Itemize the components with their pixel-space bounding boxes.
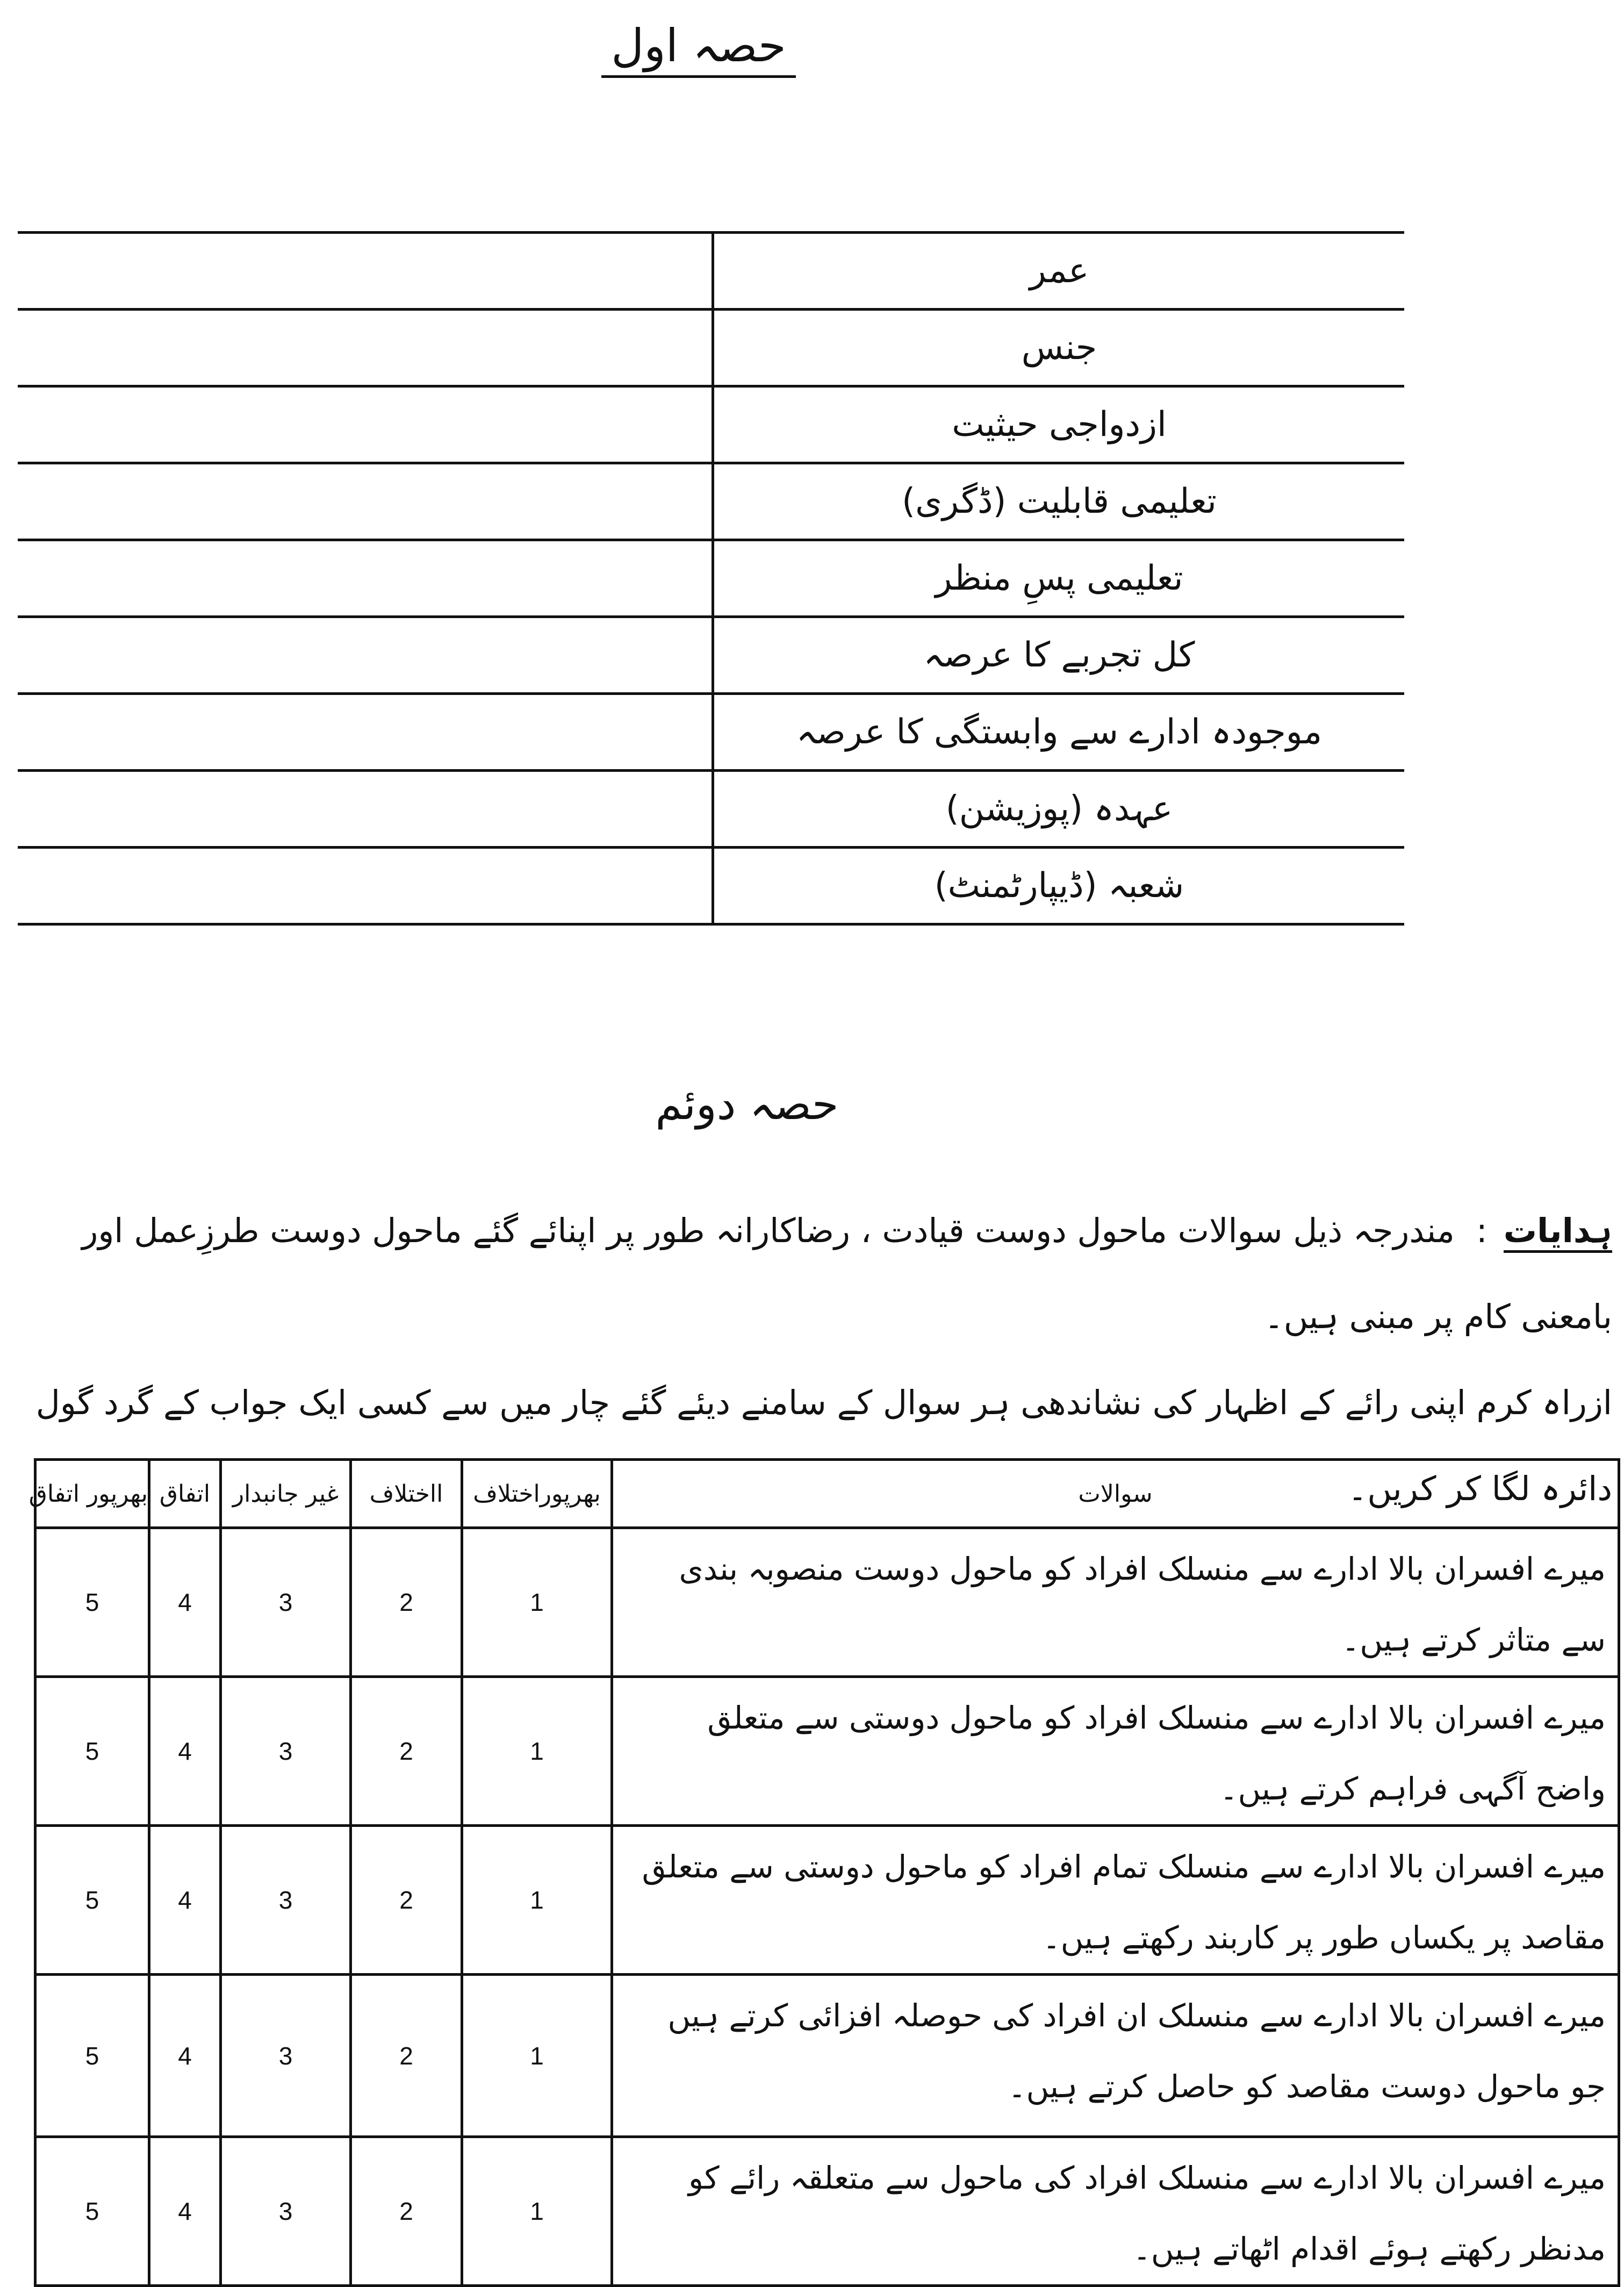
score-2-option[interactable]: 2	[351, 1677, 462, 1826]
score-3-option[interactable]: 3	[221, 2137, 351, 2286]
current-tenure-value[interactable]	[18, 694, 713, 771]
qualification-label: تعلیمی قابلیت (ڈگری)	[713, 463, 1405, 540]
score-5-option[interactable]: 5	[35, 1826, 149, 1975]
score-5-option[interactable]: 5	[35, 1677, 149, 1826]
gender-label: جنس	[713, 310, 1405, 386]
header-strongly-agree: بھرپور اتفاق	[35, 1460, 149, 1528]
marital-status-label: ازدواجی حیثیت	[713, 386, 1405, 463]
questionnaire-header-row	[35, 1460, 1619, 1528]
score-3-option[interactable]: 3	[221, 1975, 351, 2137]
score-5-option[interactable]: 5	[35, 1975, 149, 2137]
demographics-table	[18, 231, 1404, 926]
score-2-option[interactable]: 2	[351, 2137, 462, 2286]
header-neutral: غیر جانبدار	[221, 1460, 351, 1528]
instructions-colon: :	[1476, 1211, 1488, 1250]
table-row	[35, 1975, 1619, 2137]
demographic-row-marital-status	[18, 386, 1404, 463]
demographic-row-education-background	[18, 540, 1404, 617]
score-1-option[interactable]: 1	[462, 2137, 612, 2286]
position-value[interactable]	[18, 771, 713, 848]
score-4-option[interactable]: 4	[149, 1677, 221, 1826]
score-1-option[interactable]: 1	[462, 1677, 612, 1826]
score-1-option[interactable]: 1	[462, 1826, 612, 1975]
header-strongly-disagree: بھرپوراختلاف	[462, 1460, 612, 1528]
department-label: شعبہ (ڈیپارٹمنٹ)	[713, 848, 1405, 924]
demographic-row-current-tenure	[18, 694, 1404, 771]
gender-value[interactable]	[18, 310, 713, 386]
score-5-option[interactable]: 5	[35, 2137, 149, 2286]
score-3-option[interactable]: 3	[221, 1826, 351, 1975]
instructions-text-1: مندرجہ ذیل سوالات ماحول دوست قیادت ، رضاکارانہ طور پر اپنائے گئے ماحول دوست طرزِعمل اور بامعنی کام پر مبنی ہیں۔	[82, 1211, 1612, 1336]
education-background-label: تعلیمی پسِ منظر	[713, 540, 1405, 617]
score-4-option[interactable]: 4	[149, 2137, 221, 2286]
demographic-row-position	[18, 771, 1404, 848]
instructions-heading: ہدایات	[1504, 1211, 1612, 1253]
header-disagree: ااختلاف	[351, 1460, 462, 1528]
question-text: میرے افسران بالا ادارے سے منسلک افراد کو ماحول دوستی سے متعلق واضح آگہی فراہم کرتے ہیں۔	[612, 1677, 1619, 1826]
question-text: میرے افسران بالا ادارے سے منسلک تمام افراد کو ماحول دوستی سے متعلق مقاصد پر یکساں طور پر کاربند رکھتے ہیں۔	[612, 1826, 1619, 1975]
score-2-option[interactable]: 2	[351, 1528, 462, 1677]
current-tenure-label: موجودہ ادارے سے وابستگی کا عرصہ	[713, 694, 1405, 771]
marital-status-value[interactable]	[18, 386, 713, 463]
instructions-line-1	[32, 1188, 1612, 1360]
instructions-line-2: ازراہ کرم اپنی رائے کے اظہار کی نشاندھی ہر سوال کے سامنے دیئے گئے چار میں سے کسی ایک جواب کے گرد گول دائرہ لگا کر کریں۔	[35, 1383, 1612, 1508]
score-1-option[interactable]: 1	[462, 1528, 612, 1677]
age-value[interactable]	[18, 233, 713, 310]
header-questions: سوالات	[612, 1460, 1619, 1528]
part-one-title-text: حصہ اول	[601, 19, 796, 78]
table-row	[35, 1826, 1619, 1975]
demographic-row-department	[18, 848, 1404, 924]
part-two-title: حصہ دوئم	[655, 1079, 839, 1129]
position-label: عہدہ (پوزیشن)	[713, 771, 1405, 848]
score-3-option[interactable]: 3	[221, 1528, 351, 1677]
demographic-row-gender	[18, 310, 1404, 386]
part-one-title	[0, 16, 1397, 75]
age-label: عمر	[713, 233, 1405, 310]
score-4-option[interactable]: 4	[149, 1528, 221, 1677]
questionnaire-table	[28, 1458, 1620, 2287]
department-value[interactable]	[18, 848, 713, 924]
question-text: میرے افسران بالا ادارے سے منسلک افراد کو ماحول دوست منصوبہ بندی سے متاثر کرتے ہیں۔	[612, 1528, 1619, 1677]
score-1-option[interactable]: 1	[462, 1975, 612, 2137]
score-5-option[interactable]: 5	[35, 1528, 149, 1677]
score-4-option[interactable]: 4	[149, 1826, 221, 1975]
table-row	[35, 2137, 1619, 2286]
total-experience-label: کل تجربے کا عرصہ	[713, 617, 1405, 694]
score-2-option[interactable]: 2	[351, 1826, 462, 1975]
score-2-option[interactable]: 2	[351, 1975, 462, 2137]
question-text: میرے افسران بالا ادارے سے منسلک ان افراد کی حوصلہ افزائی کرتے ہیں جو ماحول دوست مقاصد کو حاصل کرتے ہیں۔	[612, 1975, 1619, 2137]
demographic-row-qualification	[18, 463, 1404, 540]
header-agree: اتفاق	[149, 1460, 221, 1528]
score-4-option[interactable]: 4	[149, 1975, 221, 2137]
demographic-row-age	[18, 233, 1404, 310]
score-3-option[interactable]: 3	[221, 1677, 351, 1826]
table-row	[35, 1528, 1619, 1677]
question-text: میرے افسران بالا ادارے سے منسلک افراد کی ماحول سے متعلقہ رائے کو مدنظر رکھتے ہوئے اقدام اٹھاتے ہیں۔	[612, 2137, 1619, 2286]
demographic-row-total-experience	[18, 617, 1404, 694]
total-experience-value[interactable]	[18, 617, 713, 694]
qualification-value[interactable]	[18, 463, 713, 540]
education-background-value[interactable]	[18, 540, 713, 617]
table-row	[35, 1677, 1619, 1826]
